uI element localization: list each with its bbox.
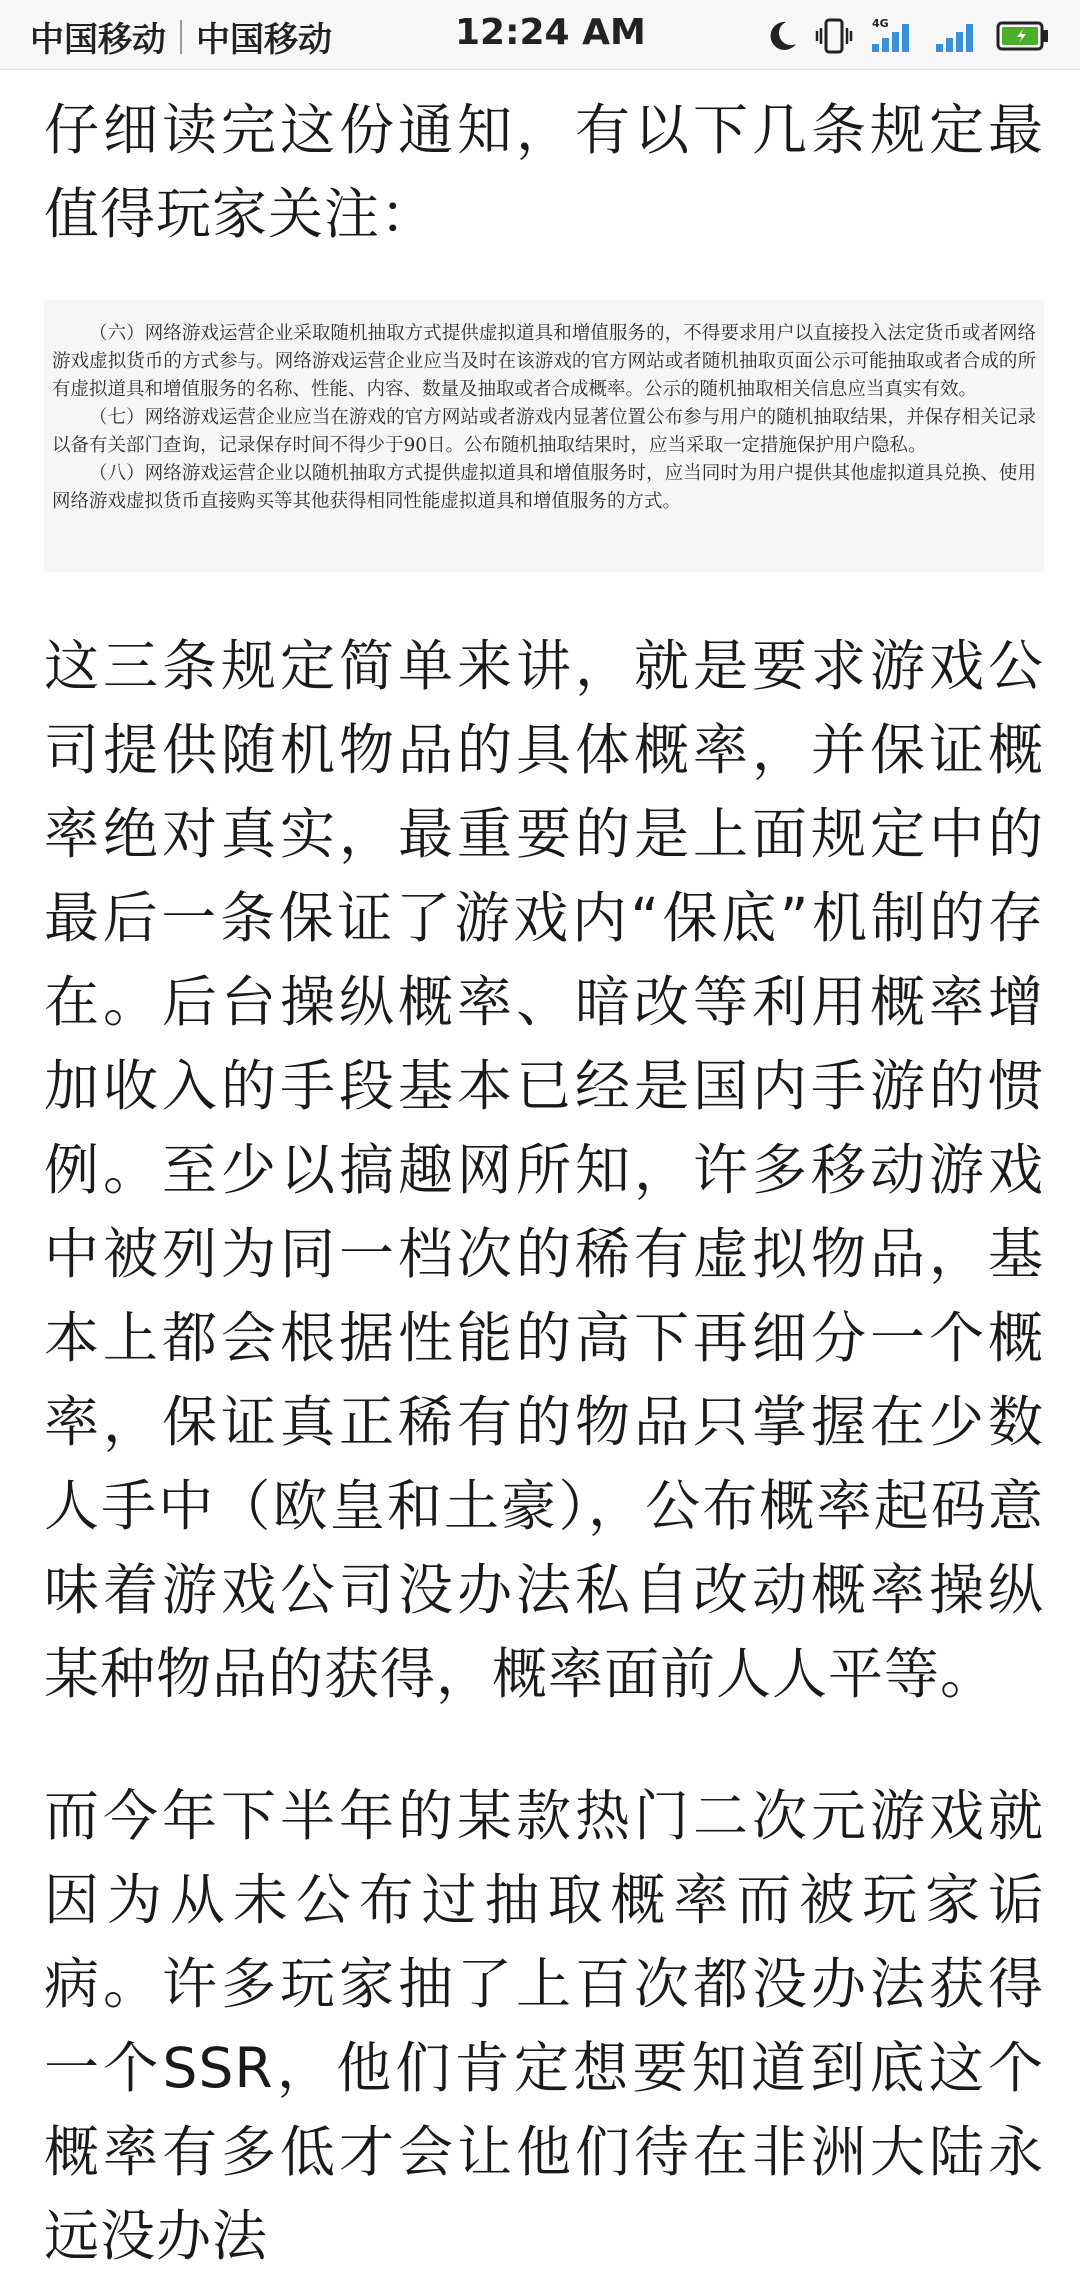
status-bar <box>0 0 1080 70</box>
notice-image <box>44 300 1044 572</box>
battery-icon <box>996 18 1050 54</box>
notice-item-8: （八）网络游戏运营企业以随机抽取方式提供虚拟道具和增值服务时，应当同时为用户提供其他虚拟道具兑换、使用网络游戏虚拟货币直接购买等其他获得相同性能虚拟道具和增值服务的方式。 <box>52 463 1036 512</box>
carrier-info <box>30 12 332 61</box>
body-paragraph-1: 这三条规定简单来讲，就是要求游戏公司提供随机物品的具体概率，并保证概率绝对真实，最重要的是上面规定中的最后一条保证了游戏内“保底”机制的存在。后台操纵概率、暗改等利用概率增加收入的手段基本已经是国内手游的惯例。至少以搞趣网所知，许多移动游戏中被列为同一档次的稀有虚拟物品，基本上都会根据性能的高下再细分一个概率，保证真正稀有的物品只掌握在少数人手中（欧皇和土豪），公布概率起码意味着游戏公司没办法私自改动概率操纵某种物品的获得，概率面前人人平等。 <box>44 634 1044 1706</box>
status-time: 12:24 AM <box>455 12 646 53</box>
body-paragraph-2: 而今年下半年的某款热门二次元游戏就因为从未公布过抽取概率而被玩家诟病。许多玩家抽了上百次都没办法获得一个SSR，他们肯定想要知道到底这个概率有多低才会让他们待在非洲大陆永远没办法 <box>44 1784 1044 2268</box>
signal-4g-icon <box>868 16 918 56</box>
notice-item-7: （七）网络游戏运营企业应当在游戏的官方网站或者游戏内显著位置公布参与用户的随机抽取结果，并保存相关记录以备有关部门查询，记录保存时间不得少于90日。公布随机抽取结果时，应当采取一定措施保护用户隐私。 <box>52 407 1036 456</box>
intro-paragraph: 仔细读完这份通知，有以下几条规定最值得玩家关注： <box>44 98 1044 246</box>
network-label: 4G <box>872 17 889 30</box>
carrier-separator <box>180 20 182 54</box>
carrier-1: 中国移动 <box>30 20 166 60</box>
article-body <box>44 88 1044 2278</box>
status-icons <box>764 14 1050 58</box>
moon-icon <box>764 18 800 54</box>
notice-item-6: （六）网络游戏运营企业采取随机抽取方式提供虚拟道具和增值服务的，不得要求用户以直接投入法定货币或者网络游戏虚拟货币的方式参与。网络游戏运营企业应当及时在该游戏的官方网站或者随机抽取页面公示可能抽取或者合成的所有虚拟道具和增值服务的名称、性能、内容、数量及抽取或者合成概率。公示的随机抽取相关信息应当真实有效。 <box>52 323 1036 400</box>
vibrate-icon <box>814 16 854 56</box>
signal-icon <box>932 16 982 56</box>
carrier-2: 中国移动 <box>196 20 332 60</box>
